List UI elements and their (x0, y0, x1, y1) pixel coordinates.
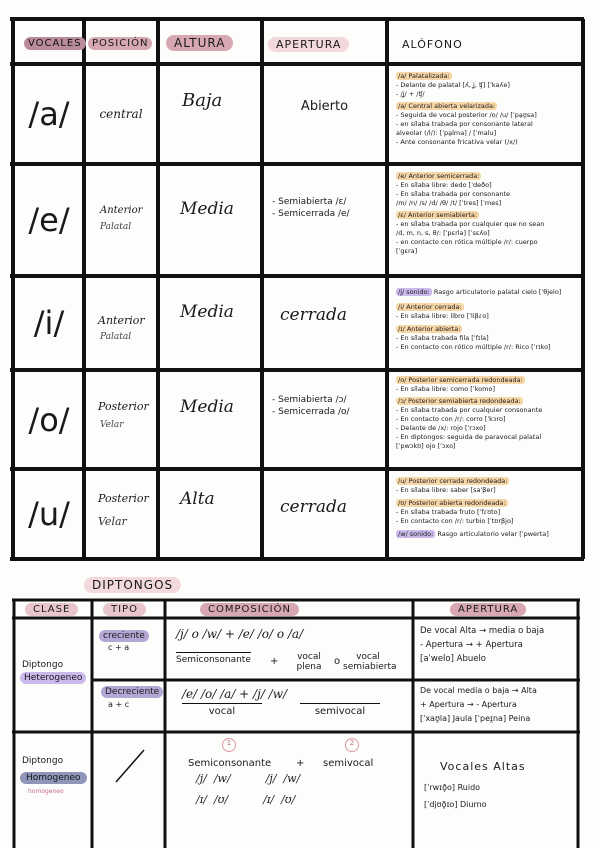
comp-creciente-top: /j/ o /w/ + /e/ /o/ o /a/ (176, 627, 304, 641)
allophone-line: - en sílaba trabada por consonante lateral (396, 120, 533, 128)
vowel-e: /e/ (28, 201, 70, 239)
altura-a: Baja (182, 90, 223, 111)
tipo-homogeneo-slash (108, 746, 152, 786)
position-e: Anterior (100, 205, 143, 216)
allophone-line: - en contacto con rótica múltiple /r/: cuerpo (396, 238, 538, 246)
ap-line: [ˈxaʊ̯la] Jaula [ˈpeɪ̯na] Peina (420, 714, 531, 723)
allophone-line: - En diptongos: seguida de paravocal palatal (396, 433, 542, 441)
allophone-line: - En sílaba trabada fila [ˈfɪla] (396, 334, 489, 342)
allophone-line: /d, m, n, s, θ/: [ˈpɛrla] [ˈsɛʎo] (396, 229, 490, 237)
position-u-sub: Velar (98, 515, 127, 528)
header-tipo: TIPO (103, 603, 146, 616)
allophone-line: - Delante de /x/: rojo [ˈrɔxo] (396, 424, 486, 432)
tipo-creciente: creciente (99, 630, 149, 642)
vowel-i: /i/ (33, 304, 65, 342)
header-apertura: APERTURA (268, 37, 349, 52)
clase-homogeneo-sub: homogeneo (28, 788, 64, 795)
position-o: Posterior (98, 400, 149, 413)
circle-two: 2 (345, 738, 359, 752)
comp-decreciente-top: /e/ /o/ /a/ + /j/ /w/ (182, 687, 288, 701)
comp-decreciente-left: vocal (182, 703, 262, 717)
header-composicion: COMPOSICIÓN (200, 603, 299, 616)
altura-o: Media (180, 397, 234, 417)
allophone-line: - En sílaba libre: libro [ˈliβɾo] (396, 312, 489, 320)
header-altura: ALTURA (166, 35, 233, 51)
allophone-tag: /ɛ/ Anterior semiabierta: (398, 211, 478, 219)
tipo-decreciente-formula: a + c (108, 700, 130, 709)
ap-line: + Apertura → - Apertura (420, 700, 517, 709)
ap-homo-ex2: [ˈdjʊð̞ɪo] Diurno (424, 800, 487, 809)
allophone-line: - En sílaba trabada por consonante (396, 190, 510, 198)
allophone-tag: /i/ Anterior cerrada: (398, 303, 462, 311)
comp-homo-right: semivocal (323, 758, 374, 769)
allophone-line: - Ante consonante fricativa velar (/x/) (396, 138, 518, 146)
comp-homo-row1: /j/ /w/ /j/ /w/ (196, 772, 301, 785)
comp-homo-row2: /ɪ/ /ʊ/ /ɪ/ /ʊ/ (196, 793, 296, 806)
allophone-line: - En sílaba libre: como [ˈkomo] (396, 385, 495, 393)
allophone-line: [ˈpwɔkʊ] ojo [ˈɔxo] (396, 442, 456, 450)
apertura-line: - Semiabierta /ɛ/ (272, 197, 347, 207)
header-posicion: POSICIÓN (88, 37, 152, 50)
allophone-line: /m/ /n/ /s/ /d/ /θ/ /t/ [ˈtres] [ˈmes] (396, 199, 502, 207)
altura-u: Alta (180, 489, 215, 509)
vowel-u: /u/ (28, 495, 70, 533)
header-alofono: ALÓFONO (402, 38, 463, 51)
apertura-u: cerrada (280, 497, 347, 517)
tipo-decreciente: Decreciente (101, 686, 163, 698)
allophone-line: alveolar (/l/): [ˈpa̠lma] / [ˈmalu] (396, 129, 497, 137)
allophone-tag: /j/ sonido: (398, 288, 430, 296)
position-i-sub: Palatal (100, 332, 132, 342)
vowel-o: /o/ (28, 400, 70, 439)
ap-line: - Apertura → + Apertura (420, 640, 523, 650)
allophone-tag: /ɪ/ Anterior abierta: (398, 325, 461, 333)
apertura-line: - Semicerrada /e/ (272, 209, 350, 219)
diptongos-title: DIPTONGOS (84, 577, 181, 593)
ap-decreciente (420, 684, 537, 726)
allophone-tag: /w/ sonido: (398, 530, 434, 538)
clase-heterogeneo: Diptongo (22, 660, 64, 670)
comp-creciente-left: Semiconsonante (176, 652, 251, 665)
apertura-line: - Semicerrada /o/ (272, 407, 350, 417)
position-a: central (99, 107, 143, 121)
clase-homogeneo: Diptongo (22, 756, 64, 766)
ap-line: [aˈwelo] Abuelo (420, 654, 487, 664)
allophone-line: Rasgo articulatorio velar [ˈpwerta] (437, 530, 549, 538)
comp-creciente-mid: vocal plena (296, 652, 322, 672)
comp-homo-left: Semiconsonante (188, 758, 272, 769)
allophone-tag: /ɔ/ Posterior semiabierta redondeada: (398, 397, 521, 405)
position-e-sub: Palatal (100, 222, 132, 232)
allophone-tag: /a/ Palatalizada: (398, 72, 450, 80)
allophone-line: - En contacto con rótico múltiple /r/: Rico [ˈrɪko] (396, 343, 551, 351)
allophone-tag: /o/ Posterior semicerrada redondeada: (398, 376, 523, 384)
allophone-tag: /e/ Anterior semicerrada: (398, 172, 480, 180)
tipo-creciente-formula: c + a (108, 643, 130, 652)
clase-homogeneo-tag: Homogeneo (20, 772, 87, 784)
position-o-sub: Velar (100, 420, 124, 430)
header-apertura-dipt: APERTURA (450, 603, 526, 616)
comp-homo-plus: + (296, 758, 305, 769)
header-vocales: VOCALES (24, 37, 86, 50)
allophone-line: - En sílaba trabada por cualquier consonante (396, 406, 543, 414)
position-i: Anterior (98, 314, 145, 327)
allophone-line: Rasgo articulatorio palatal cielo [ˈθjelo] (433, 288, 562, 296)
allophone-line: - en sílaba trabada por cualquier que no sean (396, 220, 545, 228)
vowel-a: /a/ (28, 95, 70, 133)
comp-decreciente-right: semivocal (300, 703, 380, 717)
allophone-line: - Seguida de vocal posterior /o/ /u/ [ˈpa̠ʊ̯sa] (396, 111, 537, 119)
altura-i: Media (180, 302, 234, 322)
position-u: Posterior (98, 492, 149, 505)
ap-homo-ex1: [ˈrwɪð̞o] Ruido (424, 783, 481, 792)
ap-homo-title: Vocales Altas (440, 760, 526, 773)
allophone-line: - /ʝ/ + /ʧ/ (396, 90, 425, 98)
apertura-line: - Semiabierta /ɔ/ (272, 395, 347, 405)
circle-one: 1 (222, 738, 236, 752)
comp-creciente-right: vocal semiabierta (343, 652, 397, 672)
ap-line: De vocal Alta → media o baja (420, 626, 545, 636)
allophone-line: - En contacto con /r/: turbio [ˈtʊrβjo] (396, 517, 514, 525)
apertura-i: cerrada (280, 305, 347, 325)
apertura-a: Abierto (300, 98, 349, 114)
allophone-line: - Delante de palatal [ʎ, ʝ, ʧ] [ˈkaʎe] (396, 81, 510, 89)
allophone-tag: /a/ Central abierta velarizada: (398, 102, 496, 110)
ap-creciente (420, 624, 544, 666)
allophone-line: - En sílaba trabada fruto [ˈfɾʊto] (396, 508, 501, 516)
ap-line: De vocal media o baja → Alta (420, 686, 537, 695)
clase-heterogeneo-tag: Heterogeneo (20, 672, 86, 684)
altura-e: Media (180, 199, 234, 219)
header-clase: CLASE (25, 603, 78, 616)
allophone-line: [ˈgɛra] (396, 247, 418, 255)
allophone-line: - En sílaba libre: saber [saˈβer] (396, 486, 496, 494)
allophone-tag: /ʊ/ Posterior abierta redondeada: (398, 499, 506, 507)
allophone-line: - En sílaba libre: dedo [ˈdeðo] (396, 181, 492, 189)
allophone-tag: /u/ Posterior cerrada redondeada: (398, 477, 508, 485)
allophone-line: - En contacto con /r/: corro [ˈkɔro] (396, 415, 506, 423)
